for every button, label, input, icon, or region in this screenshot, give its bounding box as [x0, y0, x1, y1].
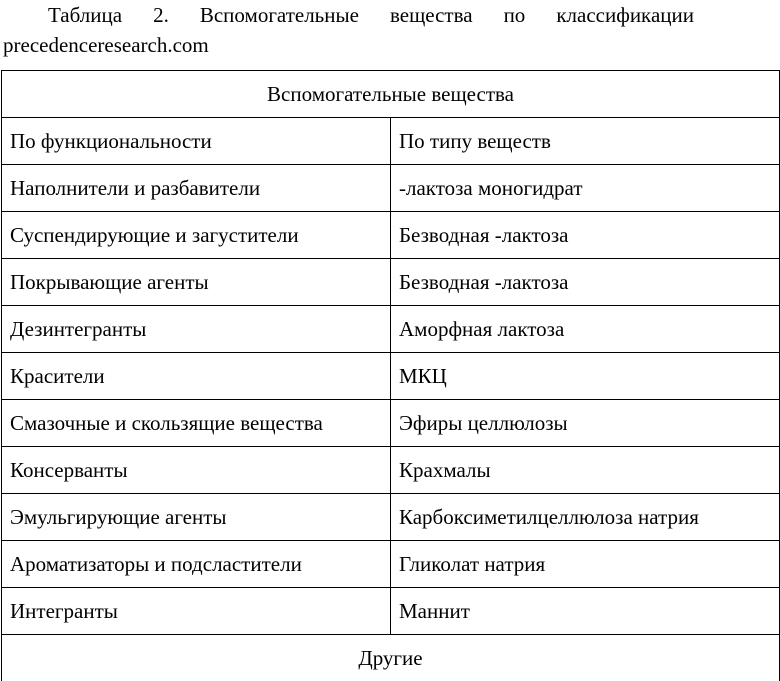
column-header-substance-type: По типу веществ — [391, 118, 780, 165]
cell-function: Интегранты — [2, 588, 391, 635]
column-header-functionality: По функциональности — [2, 118, 391, 165]
cell-substance: Маннит — [391, 588, 780, 635]
cell-function: Смазочные и скользящие вещества — [2, 400, 391, 447]
cell-substance: Безводная -лактоза — [391, 259, 780, 306]
cell-substance: Аморфная лактоза — [391, 306, 780, 353]
cell-substance: МКЦ — [391, 353, 780, 400]
caption-word: Таблица — [48, 3, 123, 27]
cell-substance: Карбоксиметилцеллюлоза натрия — [391, 494, 780, 541]
excipients-table — [1, 70, 780, 681]
cell-function: Красители — [2, 353, 391, 400]
cell-function: Покрывающие агенты — [2, 259, 391, 306]
table-caption — [0, 0, 780, 60]
caption-word: вещества — [389, 3, 473, 27]
table-header: Вспомогательные вещества — [2, 71, 780, 118]
cell-function: Ароматизаторы и подсластители — [2, 541, 391, 588]
table-row — [2, 165, 780, 212]
column-header-row — [2, 118, 780, 165]
caption-word: Вспомогательные — [199, 3, 359, 27]
caption-word: по — [503, 3, 526, 27]
cell-function: Консерванты — [2, 447, 391, 494]
cell-substance: Крахмалы — [391, 447, 780, 494]
table-footer-row — [2, 635, 780, 681]
table-row — [2, 588, 780, 635]
table-row — [2, 306, 780, 353]
cell-function: Дезинтегранты — [2, 306, 391, 353]
cell-function: Эмульгирующие агенты — [2, 494, 391, 541]
cell-substance: -лактоза моногидрат — [391, 165, 780, 212]
table-row — [2, 353, 780, 400]
caption-word: классификации — [556, 3, 694, 27]
table-row — [2, 447, 780, 494]
caption-title-line — [0, 0, 780, 30]
table-row — [2, 212, 780, 259]
table-header-row — [2, 71, 780, 118]
cell-function: Суспендирующие и загустители — [2, 212, 391, 259]
cell-substance: Безводная -лактоза — [391, 212, 780, 259]
cell-substance: Гликолат натрия — [391, 541, 780, 588]
caption-source: precedenceresearch.com — [3, 33, 209, 57]
table-row — [2, 494, 780, 541]
table-row — [2, 259, 780, 306]
table-row — [2, 400, 780, 447]
table-footer: Другие — [2, 635, 780, 681]
cell-substance: Эфиры целлюлозы — [391, 400, 780, 447]
table-row — [2, 541, 780, 588]
cell-function: Наполнители и разбавители — [2, 165, 391, 212]
caption-word: 2. — [153, 3, 169, 27]
